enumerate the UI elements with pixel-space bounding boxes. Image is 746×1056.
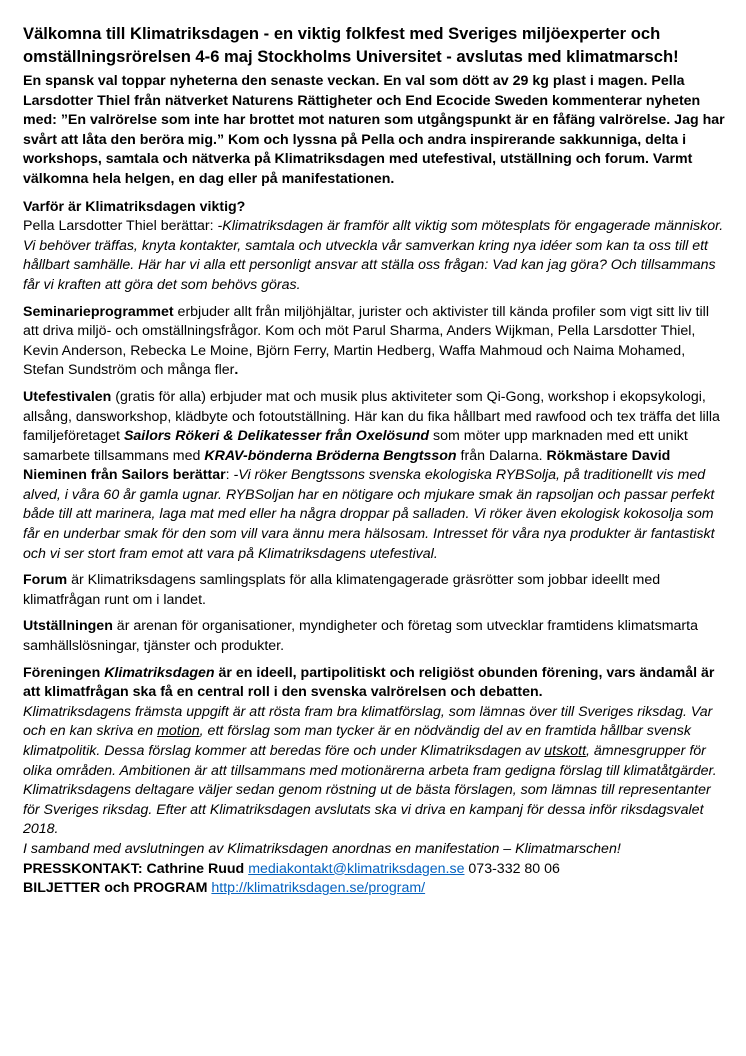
press-release bbox=[23, 22, 727, 899]
tickets bbox=[23, 879, 727, 899]
utskott-link[interactable]: utskott bbox=[544, 743, 587, 759]
ute-text-3: från Dalarna. bbox=[456, 447, 547, 464]
assoc-b2: är en ideell, partipolitiskt och religiöst obunden förening, vars ändamål är att klimatfrågan ska få en central roll i den svenska valrörelsen och debatten. bbox=[23, 664, 715, 701]
association-description bbox=[23, 703, 727, 840]
assoc-i3: , ämnesgrupper för olika områden. Ambitionen är att tillsammans med motionärerna arbeta fram gedigna förslag till klimatåtgärder. Klimatriksdagens deltagare väljer sedan genom röstning ut de bästa förslagen, som lämnas till representanter för Sveriges riksdag. Efter att Klimatriksdagen avslutats ska vi driva en kampanj för dessa inför riksdagsvalet 2018. bbox=[23, 743, 717, 838]
exhibit-heading: Utställningen bbox=[23, 618, 113, 635]
assoc-i1: Klimatriksdagens främsta uppgift är att rösta fram bra klimatförslag, som lämnas över till Sveriges riksdag. Var och en kan skriva en bbox=[23, 703, 713, 740]
why-quote: -Klimatriksdagen är framför allt viktig som mötesplats för engagerade människor. Vi behöver träffas, knyta kontakter, samtala och utveckla vår samverkan kring nya idéer som kan ta oss till ett hållbart samhälle. Här har vi alla ett personligt ansvar att ställa oss frågan: Vad kan jag göra? Och tillsammans får vi kraften att göra det som behövs göras. bbox=[23, 218, 724, 293]
press-phone: 073-332 80 06 bbox=[464, 860, 560, 877]
ute-section bbox=[23, 388, 727, 564]
tickets-label: BILJETTER och PROGRAM bbox=[23, 880, 208, 897]
ute-master: Rökmästare David Nieminen från Sailors berättar bbox=[23, 447, 671, 484]
forum-text: är Klimatriksdagens samlingsplats för alla klimatengagerade gräsrötter som jobbar ideellt med klimatfrågan runt om i landet. bbox=[23, 572, 661, 608]
why-section bbox=[23, 198, 727, 296]
seminar-heading: Seminarieprogrammet bbox=[23, 303, 174, 320]
exhibit-section bbox=[23, 617, 727, 656]
forum-section bbox=[23, 571, 727, 610]
press-contact-label: PRESSKONTAKT: Cathrine Ruud bbox=[23, 860, 245, 877]
motion-link[interactable]: motion bbox=[157, 723, 200, 740]
assoc-i2: , ett förslag som man tycker är en nödvändig del av en framtida hållbar svensk klimatpolitik. Dessa förslag kommer att beredas före och under Klimatriksdagen av bbox=[23, 723, 691, 759]
association-statement bbox=[23, 664, 727, 703]
tickets-link[interactable]: http://klimatriksdagen.se/program/ bbox=[211, 880, 426, 897]
ute-farmers: KRAV-bönderna Bröderna Bengtsson bbox=[204, 447, 457, 464]
press-contact bbox=[23, 860, 727, 880]
ute-text-1: (gratis för alla) erbjuder mat och musik plus aktiviteter som Qi-Gong, workshop i ekopsykologi, allsång, dansworkshop, klädbyte och fotoutställning. Här kan du fika hållbart med rawfood och tex träffa det lilla familjeföretaget bbox=[23, 388, 720, 445]
ute-company: Sailors Rökeri & Delikatesser från Oxelösund bbox=[123, 428, 430, 445]
assoc-name: Klimatriksdagen bbox=[104, 664, 215, 681]
exhibit-text: är arenan för organisationer, myndigheter och företag som utvecklar framtidens klimatsmarta samhällslösningar, tjänster och produkter. bbox=[23, 618, 698, 655]
forum-heading: Forum bbox=[23, 572, 68, 589]
assoc-b1: Föreningen bbox=[23, 664, 105, 681]
intro-paragraph: En spansk val toppar nyheterna den senaste veckan. En val som dött av 29 kg plast i magen. Pella Larsdotter Thiel från nätverket Naturens Rättigheter och End Ecocide Sweden kommenterar nyheten med: ”En valrörelse som inte har brottet mot naturen som utgångspunkt är en fåfäng valrörelse. Jag har svårt att låta den beröra mig.” Kom och lyssna på Pella och andra inspirerande sakkunniga, delta i workshops, samtala och nätverka på Klimatriksdagen med utefestival, utställning och forum. Varmt välkomna hela helgen, en dag eller på manifestationen. bbox=[23, 73, 725, 187]
ute-text-2: som möter upp marknaden med ett unikt samarbete tillsammans med bbox=[23, 428, 688, 464]
seminar-end: . bbox=[234, 362, 239, 379]
seminar-section bbox=[23, 303, 727, 381]
why-heading: Varför är Klimatriksdagen viktig? bbox=[23, 198, 246, 215]
ute-quote: -Vi röker Bengtssons svenska ekologiska RYBSolja, på traditionellt vis med alved, i våra 60 år gamla ugnar. RYBSoljan har en nötigare och mjukare smak än rapsoljan och passar perfekt både till att marinera, laga mat med eller ha några droppar på salladen. Vi röker även ekologisk kokosolja som får en underbar smak för den som vill vara ännu mera hälsosam. Intresset för våra nya produkter är fantastiskt och vi ser stort fram emot att vara på Klimatriksdagens utefestival. bbox=[23, 467, 715, 562]
seminar-text: erbjuder allt från miljöhjältar, jurister och aktivister till kända profiler som vigt sitt liv till att driva miljö- och omställningsfrågor. Kom och möt Parul Sharma, Anders Wijkman, Pella Larsdotter Thiel, Kevin Anderson, Rebecka Le Moine, Björn Ferry, Martin Hedberg, Waffa Mahmoud och Naima Mohamed, Stefan Sundström och många fler bbox=[23, 303, 709, 379]
page-title: Välkomna till Klimatriksdagen - en viktig folkfest med Sveriges miljöexperter och omställningsrörelsen 4-6 maj Stockholms Universitet - avslutas med klimatmarsch! bbox=[23, 24, 679, 66]
ute-text-4: : bbox=[225, 467, 234, 484]
press-email-link[interactable]: mediakontakt@klimatriksdagen.se bbox=[248, 860, 465, 877]
ute-heading: Utefestivalen bbox=[23, 388, 112, 405]
manifestation-note: I samband med avslutningen av Klimatriksdagen anordnas en manifestation – Klimatmarschen! bbox=[23, 840, 621, 857]
association-section bbox=[23, 664, 727, 899]
why-lead: Pella Larsdotter Thiel berättar: bbox=[23, 218, 218, 235]
